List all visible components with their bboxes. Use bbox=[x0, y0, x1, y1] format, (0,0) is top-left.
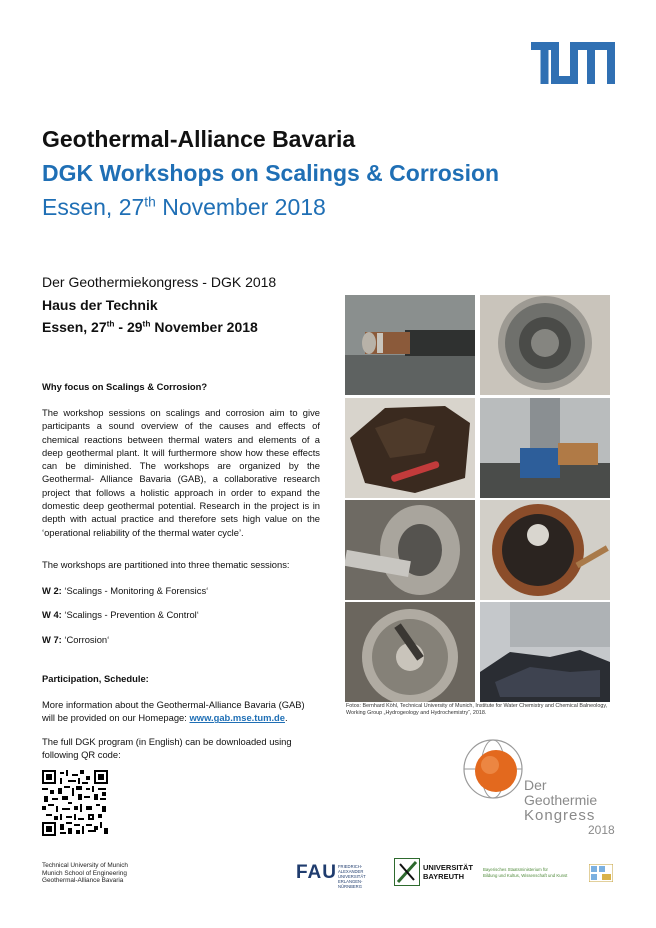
participation-heading: Participation, Schedule: bbox=[42, 673, 149, 684]
dgk-geothermie: Geothermie bbox=[524, 792, 598, 808]
session-w4: W 4: ‘Scalings - Prevention & Control‘ bbox=[42, 609, 199, 620]
bayreuth-logo: UNIVERSITÄT BAYREUTH bbox=[394, 858, 466, 886]
photo-corroded-pipe bbox=[480, 500, 610, 600]
subtitle: DGK Workshops on Scalings & Corrosion bbox=[42, 160, 500, 186]
globe-icon bbox=[462, 738, 524, 800]
participation-text: More information about the Geothermal-Alliance Bavaria (GAB) will be provided on our Homepage: www.gab.mse.tum.de. bbox=[42, 699, 305, 724]
footer-institution: Technical University of Munich Munich School of Engineering Geothermal-Alliance Bavaria bbox=[42, 862, 128, 885]
dgk-der: Der bbox=[524, 777, 547, 793]
congress-name: Der Geothermiekongress - DGK 2018 bbox=[42, 274, 277, 290]
photo-pipe-interior bbox=[480, 295, 610, 395]
photo-caption: Fotos: Bernhard Köhl, Technical University of Munich, Institute for Water Chemistry and Chemical Balneology, Working Group „Hydrogeology and Hydrochemistry“, 2018. bbox=[346, 703, 608, 716]
bayreuth-emblem-icon bbox=[394, 858, 420, 886]
venue: Haus der Technik bbox=[42, 297, 158, 313]
photo-drill-tool bbox=[480, 398, 610, 498]
dgk-logo bbox=[462, 738, 617, 848]
photo-pump-part bbox=[345, 500, 475, 600]
photo-pipe-scaling bbox=[345, 295, 475, 395]
session-w7: W 7: ‘Corrosion‘ bbox=[42, 634, 110, 645]
session-w2: W 2: ‘Scalings - Monitoring & Forensics‘ bbox=[42, 585, 209, 596]
congress-dates: Essen, 27th - 29th November 2018 bbox=[42, 318, 258, 335]
photo-scale-fragment bbox=[345, 398, 475, 498]
why-heading: Why focus on Scalings & Corrosion? bbox=[42, 381, 208, 392]
tum-logo bbox=[531, 42, 615, 84]
homepage-link[interactable]: www.gab.mse.tum.de bbox=[189, 712, 285, 724]
title: Geothermal-Alliance Bavaria bbox=[42, 126, 356, 152]
event-date-heading: Essen, 27th November 2018 bbox=[42, 194, 326, 220]
qr-code[interactable] bbox=[42, 770, 108, 836]
ministry-logo: Bayerisches Staatsministerium für Bildung und Kultus, Wissenschaft und Kunst bbox=[483, 862, 615, 884]
bavarian-lion-icon bbox=[589, 864, 613, 882]
photo-filter-disc bbox=[345, 602, 475, 702]
sessions-intro: The workshops are partitioned into three thematic sessions: bbox=[42, 559, 290, 570]
photo-scale-deposits bbox=[480, 602, 610, 702]
program-text: The full DGK program (in English) can be downloaded using following QR code: bbox=[42, 736, 292, 761]
dgk-year: 2018 bbox=[588, 823, 615, 837]
dgk-kongress: Kongress bbox=[524, 807, 596, 824]
why-paragraph: The workshop sessions on scalings and corrosion aim to give participants a sound overview of the causes and effects of chemical reactions between thermal waters and elements of a deep geothermal plant. It will furthermore show how these effects can be diminished. The workshops are organized by the Geothermal- Alliance Bavaria (GAB), a collaborative research project that follows a holistic approach in order to expand the domestic deep geothermal potential. Research in the project is in depth with actual practice and therefore sets high value on the ‘operational reliability of the thermal water cycle’. bbox=[42, 407, 320, 538]
fau-logo: FAU FRIEDRICH-ALEXANDER UNIVERSITÄT ERLANGEN-NÜRNBERG bbox=[296, 862, 366, 889]
